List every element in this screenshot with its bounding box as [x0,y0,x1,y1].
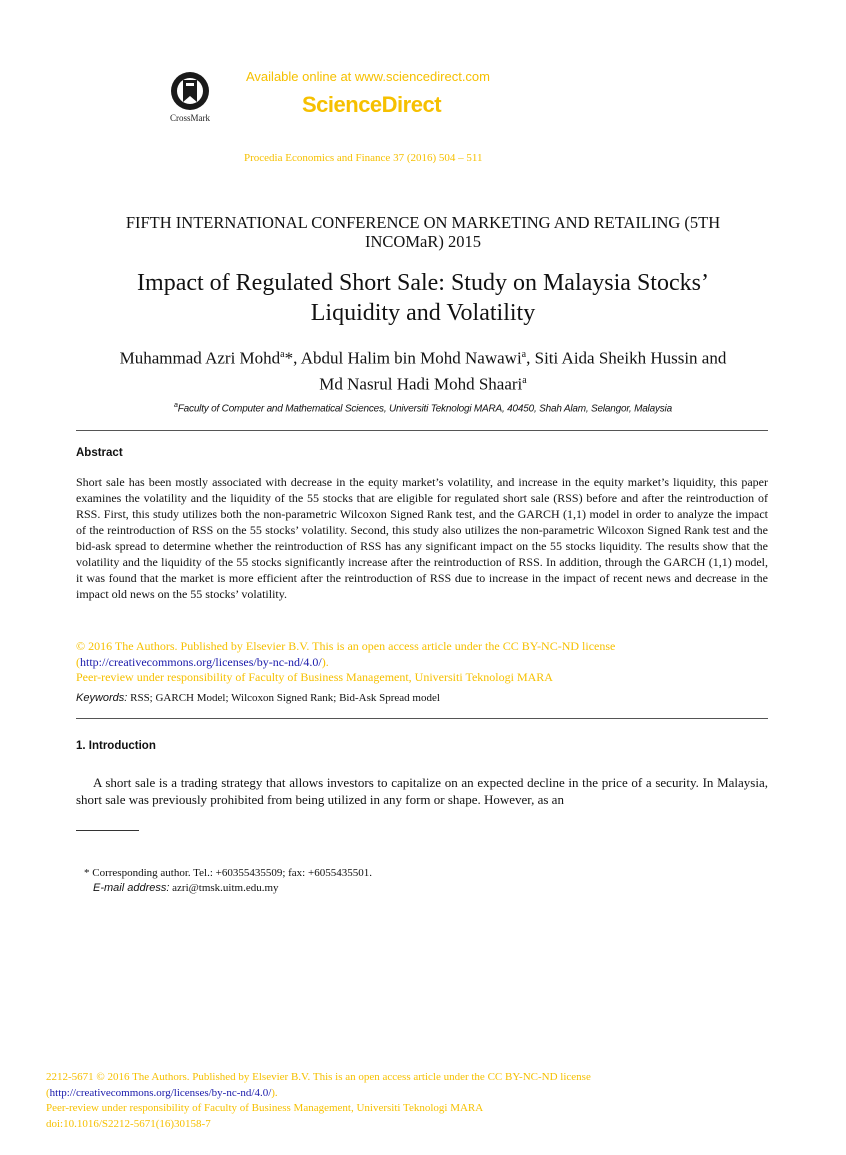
corresponding-author: * Corresponding author. Tel.: +60355435509; fax: +6055435501. [84,867,372,879]
license-url-link[interactable]: http://creativecommons.org/licenses/by-nc-nd/4.0/ [80,654,322,669]
abstract-heading: Abstract [76,447,123,459]
footer-license-line [46,1086,591,1102]
author-name: Md Nasrul Hadi Mohd Shaari [319,374,523,394]
available-online-link[interactable]: Available online at www.sciencedirect.com [246,69,490,84]
author-line-1 [0,344,846,370]
author-separator: , [526,348,535,368]
conference-line-2: INCOMaR) 2015 [365,232,481,251]
crossmark-badge[interactable] [164,70,216,123]
keywords [76,692,440,704]
paper-title [0,268,846,328]
introduction-text: A short sale is a trading strategy that allows investors to capitalize on an expected decline in the price of a security. In Malaysia, short sale was previously prohibited from being utilized in any form or shape. However, as an [76,775,768,807]
footer-copyright: 2212-5671 © 2016 The Authors. Published by Elsevier B.V. This is an open access article under the CC BY-NC-ND license [46,1071,591,1083]
footnote [84,866,372,896]
license-block [76,639,615,686]
footer-doi[interactable]: doi:10.1016/S2212-5671(16)30158-7 [46,1117,211,1130]
email-address[interactable]: azri@tmsk.uitm.edu.my [172,882,279,894]
author-affiliation-mark: a [522,374,527,386]
conference-name [0,213,846,251]
license-statement: © 2016 The Authors. Published by Elsevier B.V. This is an open access article under the CC BY-NC-ND license [76,639,616,653]
introduction-heading: 1. Introduction [76,740,156,752]
author-affiliation-mark: a [521,349,527,360]
footer-license-link[interactable]: http://creativecommons.org/licenses/by-nc-nd/4.0/ [49,1086,272,1099]
peer-review-statement: Peer-review under responsibility of Faculty of Business Management, Universiti Teknologi MARA [76,670,553,684]
crossmark-label: CrossMark [170,113,210,123]
conference-line-1: FIFTH INTERNATIONAL CONFERENCE ON MARKETING AND RETAILING (5TH [125,213,721,232]
paren-open: ( [76,654,80,669]
keywords-label: Keywords: [76,692,128,704]
divider-bottom [76,718,768,719]
author-list [0,344,846,395]
title-line-2: Liquidity and Volatility [310,300,536,326]
affiliation-text: Faculty of Computer and Mathematical Sciences, Universiti Teknologi MARA, 40450, Shah Alam, Selangor, Malaysia [177,403,672,415]
divider-top [76,430,768,431]
footnote-rule [76,830,139,831]
author-affiliation-mark: a [280,349,285,360]
sciencedirect-logo[interactable]: ScienceDirect [302,92,442,117]
affiliation [0,402,846,414]
author-separator: *, [284,348,301,368]
author-name: Abdul Halim bin Mohd Nawawi [300,348,522,368]
abstract-text: Short sale has been mostly associated with decrease in the equity market’s volatility, and increase in the equity market’s liquidity, this paper examines the volatility and the liquidity of the 55 stocks that are eligible for regulated short sale (RSS) before and after the reintroduction of RSS. First, this study utilizes both the non-parametric Wilcoxon Signed Rank test, and the GARCH (1,1) model in order to analyze the impact of the reintroduction of RSS on the 55 stocks’ volatility. Second, this study also utilizes the non-parametric Wilcoxon Signed Rank test and the bid-ask spread to determine whether the reintroduction of RSS has any significant impact on the 55 stocks liquidity. The results show that the volatility and the liquidity of the 55 stocks significantly increase after the reintroduction of RSS. In addition, through the GARCH (1,1) model, it was found that the market is more efficient after the reintroduction of RSS due to increase in the impact of recent news and decrease in the impact old news on the 55 stocks’ volatility. [76,475,768,601]
crossmark-icon [169,70,211,112]
journal-reference: Procedia Economics and Finance 37 (2016) 504 – 511 [244,152,483,164]
paren-open: ( [46,1086,50,1099]
license-link-line [76,655,615,671]
paren-close: ). [321,654,329,669]
keywords-text: RSS; GARCH Model; Wilcoxon Signed Rank; Bid-Ask Spread model [130,692,440,704]
footer-peer-review: Peer-review under responsibility of Faculty of Business Management, Universiti Teknologi MARA [46,1102,484,1114]
author-name: Muhammad Azri Mohd [119,348,281,368]
email-label: E-mail address: [93,882,170,894]
author-line-2 [0,370,846,396]
affiliation-mark: a [174,402,178,409]
paren-close: ). [271,1086,278,1099]
title-line-1: Impact of Regulated Short Sale: Study on Malaysia Stocks’ [137,270,709,296]
page-footer [46,1070,591,1132]
author-name: Siti Aida Sheikh Hussin and [534,348,727,368]
email-line [84,881,372,896]
